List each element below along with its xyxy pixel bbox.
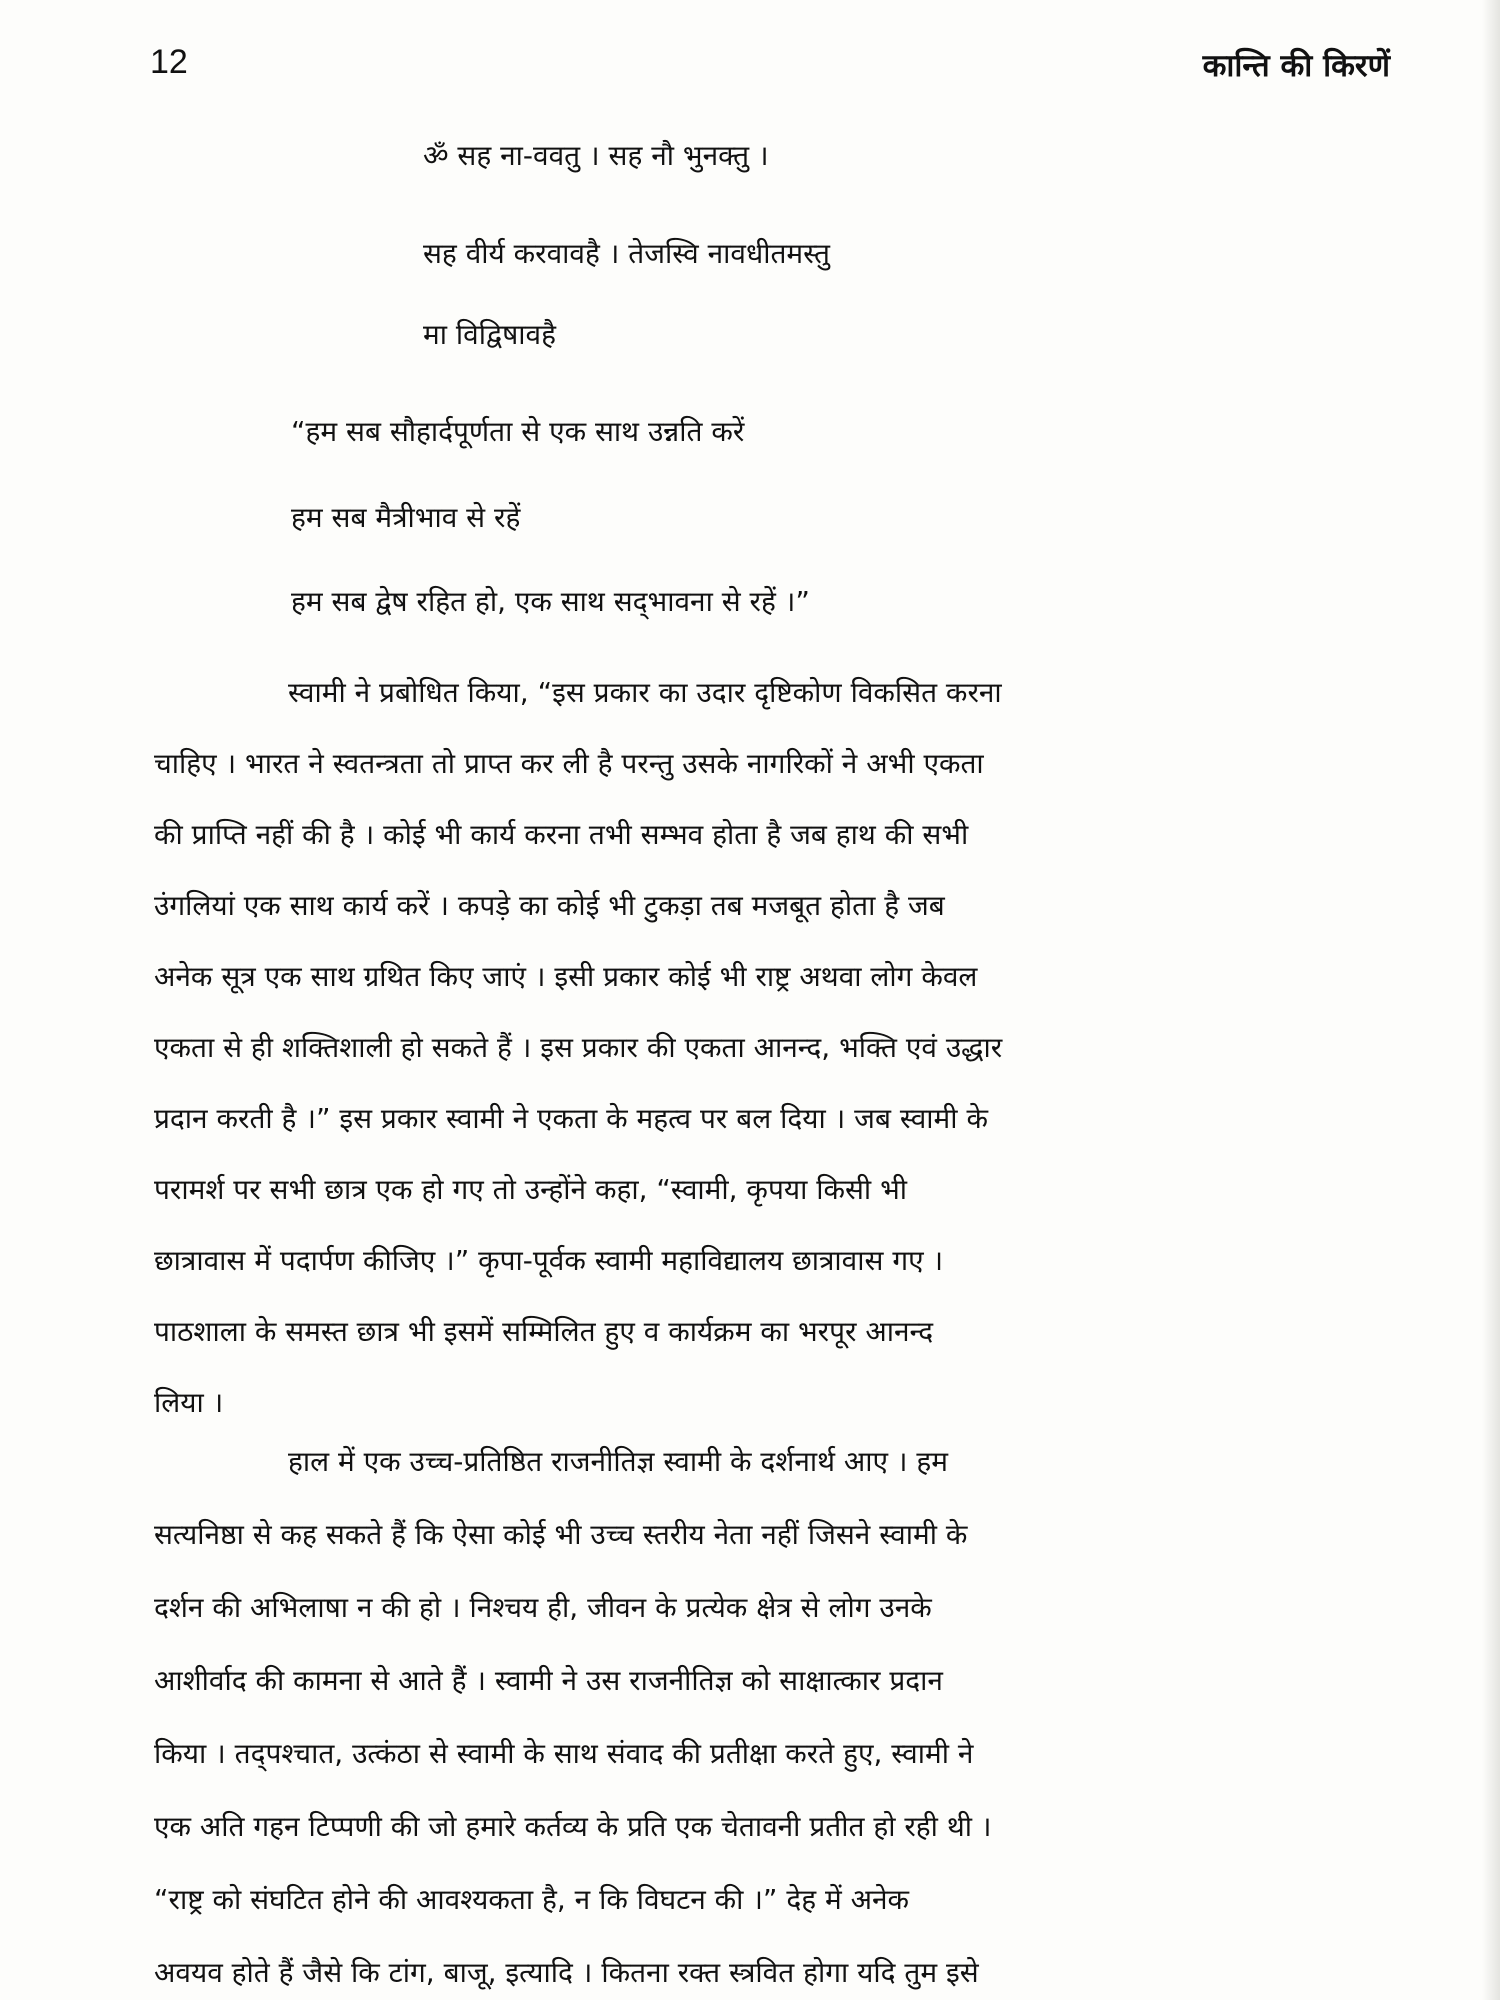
paragraph-line: छात्रावास में पदार्पण कीजिए ।” कृपा-पूर्वक स्वामी महाविद्यालय छात्रावास गए । — [154, 1244, 944, 1277]
paragraph-line: दर्शन की अभिलाषा न की हो । निश्चय ही, जीवन के प्रत्येक क्षेत्र से लोग उनके — [154, 1591, 932, 1624]
verse-line: ॐ सह ना-ववतु । सह नौ भुनक्तु । — [423, 139, 769, 172]
paragraph-line: किया । तद्‌पश्चात, उत्कंठा से स्वामी के साथ संवाद की प्रतीक्षा करते हुए, स्वामी ने — [154, 1737, 974, 1770]
paragraph-line: सत्यनिष्ठा से कह सकते हैं कि ऐसा कोई भी उच्च स्तरीय नेता नहीं जिसने स्वामी के — [154, 1518, 968, 1551]
paragraph-line: प्रदान करती है ।” इस प्रकार स्वामी ने एकता के महत्व पर बल दिया । जब स्वामी के — [154, 1102, 988, 1135]
page-edge-shadow — [1482, 0, 1500, 2000]
paragraph-line: एकता से ही शक्तिशाली हो सकते हैं । इस प्रकार की एकता आनन्द, भक्ति एवं उद्धार — [154, 1031, 1003, 1064]
verse-line: मा विद्विषावहै — [423, 318, 556, 351]
paragraph-line: लिया । — [154, 1386, 224, 1419]
paragraph-line: अनेक सूत्र एक साथ ग्रथित किए जाएं । इसी प्रकार कोई भी राष्ट्र अथवा लोग केवल — [154, 960, 978, 993]
translation-line: हम सब मैत्रीभाव से रहें — [291, 501, 521, 534]
paragraph-line: हाल में एक उच्च-प्रतिष्ठित राजनीतिज्ञ स्वामी के दर्शनार्थ आए । हम — [288, 1445, 949, 1478]
paragraph-swami-unity — [154, 657, 1360, 1438]
paragraph-line: चाहिए । भारत ने स्वतन्त्रता तो प्राप्त कर ली है परन्तु उसके नागरिकों ने अभी एकता — [154, 747, 984, 780]
paragraph-line: आशीर्वाद की कामना से आते हैं । स्वामी ने उस राजनीतिज्ञ को साक्षात्कार प्रदान — [154, 1664, 943, 1697]
paragraph-line: परामर्श पर सभी छात्र एक हो गए तो उन्होंने कहा, “स्वामी, कृपया किसी भी — [154, 1173, 908, 1206]
paragraph-line: “राष्ट्र को संघटित होने की आवश्यकता है, न कि विघटन की ।” देह में अनेक — [154, 1883, 910, 1916]
paragraph-line: की प्राप्ति नहीं की है । कोई भी कार्य करना तभी सम्भव होता है जब हाथ की सभी — [154, 818, 969, 851]
verse-line: सह वीर्य करवावहै । तेजस्वि नावधीतमस्तु — [423, 237, 831, 270]
paragraph-line: उंगलियां एक साथ कार्य करें । कपड़े का कोई भी टुकड़ा तब मजबूत होता है जब — [154, 889, 945, 922]
paragraph-line: अवयव होते हैं जैसे कि टांग, बाजू, इत्यादि । कितना रक्त स्त्रवित होगा यदि तुम इसे — [154, 1956, 979, 1989]
paragraph-line: एक अति गहन टिप्पणी की जो हमारे कर्तव्य के प्रति एक चेतावनी प्रतीत हो रही थी । — [154, 1810, 992, 1843]
page-number: 12 — [150, 43, 188, 81]
paragraph-line: स्वामी ने प्रबोधित किया, “इस प्रकार का उदार दृष्टिकोण विकसित करना — [288, 676, 1002, 709]
translation-line: हम सब द्वेष रहित हो, एक साथ सद्‌भावना से रहें ।” — [291, 585, 810, 618]
paragraph-line: पाठशाला के समस्त छात्र भी इसमें सम्मिलित हुए व कार्यक्रम का भरपूर आनन्द — [154, 1315, 934, 1348]
paragraph-politician-visit — [154, 1425, 1360, 2000]
running-title: कान्ति की किरणें — [1202, 48, 1390, 84]
translation-line: “हम सब सौहार्दपूर्णता से एक साथ उन्नति करें — [291, 415, 745, 448]
